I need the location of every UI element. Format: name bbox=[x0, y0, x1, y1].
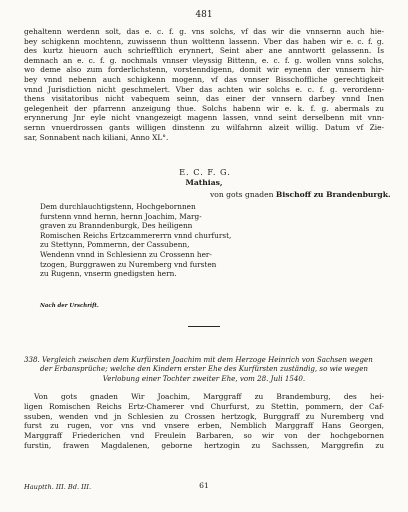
letter-line: vnnd Jurisdiction nicht geschmelert. Vber das achten wir solchs e. c. f. g. verordenn- bbox=[24, 84, 384, 94]
body-line: ligen Romischen Reichs Ertz-Chamerer vnd Churfurst, zu Stettin, pommern, der Caf- bbox=[24, 401, 384, 411]
letter-line: gelegenheit der pfarrenn anzeigung thue. Solchs habenn wir e. k. f. g. abermals zu bbox=[24, 103, 384, 113]
document-body bbox=[24, 392, 384, 451]
letter-line: des kurtz hieuorn auch schriefftlich erynnert, Seint aber ane anntwortt gelassenn. Is bbox=[24, 46, 384, 56]
signature-title-prefix: von gots gnaden bbox=[210, 190, 274, 199]
body-line: Von gots gnaden Wir Joachim, Marggraff zu Brandemburg, des hei- bbox=[34, 392, 384, 401]
footer-volume: Hauptth. III. Bd. III. bbox=[24, 483, 92, 491]
section-divider bbox=[188, 326, 220, 327]
letter-line: bey schigkenn mochtenn, zuwissenn thun wolttenn lassenn. Vber das haben wir e. c. f. g. bbox=[24, 36, 384, 46]
page-number: 481 bbox=[195, 10, 213, 20]
address-line: furstenn vnnd hernn, hernn Joachim, Marg- bbox=[40, 211, 202, 221]
letter-line: sernn vnuerdrossen gants willigen dinstenn zu wilfahrnn alzeit willig. Datum vf Zie- bbox=[24, 122, 384, 132]
heading-line: der Erbansprüche; welche den Kindern erster Ehe des Kurfürsten zuständig, so wie wegen bbox=[40, 364, 368, 374]
letter-line: demnach an e. c. f. g. nochmals vnnser vleyssig Bittenn, e. c. f. g. wollen vnns solchs, bbox=[24, 55, 384, 65]
letter-line: wo deme also zum forderlichstenn, vorstenndigenn, domit wir eynenn der vnnsern hir- bbox=[24, 65, 384, 75]
heading-line: Verlobung einer Tochter zweiter Ehe, vom 28. Juli 1540. bbox=[102, 373, 306, 383]
signature-title bbox=[210, 190, 390, 199]
address-line: Romischen Reichs Ertzcammererrn vnnd churfurst, bbox=[40, 230, 232, 240]
address-line: Wendenn vnnd in Schlesienn zu Crossenn her- bbox=[40, 249, 212, 259]
document-heading bbox=[24, 355, 384, 383]
address-block bbox=[40, 202, 232, 279]
letter-text bbox=[24, 27, 384, 142]
source-note: Nach der Urschrift. bbox=[40, 303, 99, 309]
initials: E. C. F. G. bbox=[179, 167, 231, 177]
body-line: furst zu rugen, vor vns vnd vnsere erben, Nemblich Marggraff Hans Georgen, bbox=[24, 421, 384, 431]
letter-line: gehaltenn werdenn solt, das e. c. f. g. vns solchs, vf das wir die vnnsernn auch hie- bbox=[24, 27, 384, 36]
letter-line: sar, Sonnabent nach kiliani, Anno XL°. bbox=[24, 132, 169, 142]
heading-line: 338. Vergleich zwischen dem Kurfürsten Joachim mit dem Herzoge Heinrich von Sachsen wegen bbox=[24, 355, 373, 364]
body-line: furstin, frawen Magdalenen, geborne hertzogin zu Sachssen, Marggrefin zu bbox=[24, 440, 384, 450]
body-line: Marggraff Friederichen vnd Freulein Barbaren, so wir von der hochgebornen bbox=[24, 431, 384, 441]
body-line: ssuben, wenden vnd jn Schlesien zu Crossen hertzogk, Burggraff zu Nuremberg vnd bbox=[24, 411, 384, 421]
signature-name: Mathias, bbox=[185, 178, 223, 187]
address-line: graven zu Branndenburgk, Des heiligenn bbox=[40, 221, 193, 231]
letter-line: erynnerung Jnr eyle nicht vnangezeigt magenn lassen, vnnd seint derselbenn mit vnn- bbox=[24, 113, 384, 123]
letter-line: thens visitatoribus nicht vabequem seinn, das einer der vnnsern darbey vnnd Inen bbox=[24, 94, 384, 104]
letter-line: bey vnnd nebenn auch schigkenn mogenn, vf das vnnser Bisschoffliche gerechtigkeit bbox=[24, 74, 384, 84]
signature-title-bold: Bischoff zu Brandenburgk. bbox=[275, 190, 391, 199]
address-line: Dem durchlauchtigstenn, Hochgebornnen bbox=[40, 202, 196, 211]
address-line: tzogen, Burggrawen zu Nuremberg vnd fursten bbox=[40, 259, 217, 269]
address-line: zu Rugenn, vnserm gnedigsten hern. bbox=[40, 269, 177, 279]
address-line: zu Stettynn, Pommernn, der Cassubenn, bbox=[40, 240, 190, 250]
footer-signature-mark: 61 bbox=[199, 481, 209, 490]
